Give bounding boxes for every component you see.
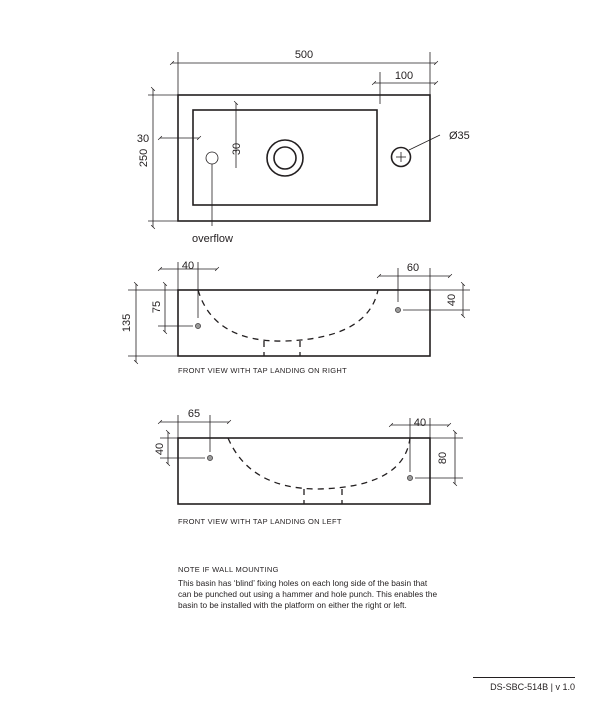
doc-code: DS-SBC-514B | v 1.0 <box>490 682 575 692</box>
front-view-left <box>154 408 463 526</box>
front-view-right <box>121 260 470 375</box>
dim-left-hole-label-2: 65 <box>187 408 201 420</box>
overflow-label: overflow <box>192 233 233 245</box>
dim-width-label: 500 <box>294 49 314 61</box>
dim-left-hole-label: 40 <box>181 260 195 272</box>
footer-divider <box>473 677 575 678</box>
wall-mounting-note <box>178 565 438 611</box>
dim-top-offset-label: 30 <box>231 142 243 156</box>
caption-front-left: FRONT VIEW WITH TAP LANDING ON LEFT <box>178 517 342 526</box>
dim-front-height-label: 135 <box>121 313 133 333</box>
dim-right-hole-label: 60 <box>406 262 420 274</box>
fixing-hole-right-icon <box>395 307 400 312</box>
fixing-hole-right-icon-2 <box>407 475 412 480</box>
dim-right-hole-height-label: 40 <box>446 293 458 307</box>
bowl-outline <box>193 110 377 205</box>
dim-right-hole-label-2: 40 <box>413 417 427 429</box>
dim-left-hole-height-label-2: 40 <box>154 442 166 456</box>
top-view <box>137 49 470 245</box>
drain-outer-icon <box>267 140 303 176</box>
dim-left-hole-height-label: 75 <box>151 300 163 314</box>
note-title: NOTE IF WALL MOUNTING <box>178 565 279 574</box>
caption-front-right: FRONT VIEW WITH TAP LANDING ON RIGHT <box>178 366 348 375</box>
fixing-hole-left-icon-2 <box>207 455 212 460</box>
overflow-hole-icon <box>206 152 218 164</box>
dim-left-offset-label: 30 <box>136 133 150 145</box>
fixing-hole-left-icon <box>195 323 200 328</box>
bowl-hidden-line <box>198 290 378 341</box>
dim-tap-hole-label: Ø35 <box>449 130 470 142</box>
drain-inner-icon <box>274 147 296 169</box>
note-body: This basin has ‘blind’ fixing holes on each long side of the basin that can be punched out using a hammer and hole punch. This enables the basin to be installed with the platform on either the right or left. <box>178 578 438 610</box>
dim-right-hole-height-label-2: 80 <box>437 451 449 465</box>
dim-height-label: 250 <box>138 148 150 168</box>
bowl-hidden-line-2 <box>228 438 410 489</box>
dim-tap-offset-label: 100 <box>394 70 414 82</box>
basin-front-outline <box>178 290 430 356</box>
